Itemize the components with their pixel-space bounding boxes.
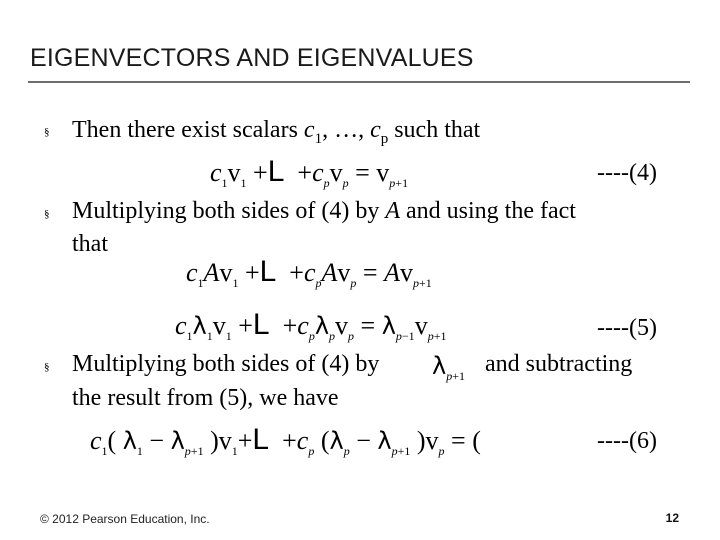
bullet-marker: § — [44, 361, 50, 373]
equation-4: $c_1v_1 +L +c_pv_p = v_{p+1}$ — [210, 155, 409, 190]
equation-5-label: ----(5) — [597, 315, 657, 341]
bullet-3-text-end: and subtracting — [485, 351, 633, 377]
title-divider — [28, 81, 690, 83]
lambda-p1-inline: $\lambda_{p+1}$ — [432, 352, 465, 383]
equation-6-label: ----(6) — [597, 428, 657, 454]
equation-av: $c_1Av_1 +L +c_pAv_p = Av_{p+1}$ — [186, 255, 432, 290]
bullet-3-text-line2: the result from (5), we have — [72, 385, 339, 411]
equation-6: $c_1$( $\lambda_1 - \lambda_{p+1}$ )$v_1+L +c_p$ ($\lambda_p - \lambda_{p+1}$ )$v_p$ = ( — [90, 423, 481, 458]
slide-title: EIGENVECTORS AND EIGENVALUES — [30, 44, 474, 72]
bullet-2-text: Multiplying both sides of (4) by A and using the fact — [72, 198, 576, 224]
bullet-marker: § — [44, 126, 50, 138]
bullet-marker: § — [44, 208, 50, 220]
page-number: 12 — [665, 511, 679, 525]
copyright-footer: © 2012 Pearson Education, Inc. — [40, 512, 210, 526]
bullet-1-text: Then there exist scalars $c_1$, …, $c_p$ such that — [72, 117, 481, 147]
equation-5: $c_1\lambda_1v_1 +L +c_p\lambda_pv_p = \lambda_{p-1}v_{p+1}$ — [175, 308, 447, 343]
bullet-3-text: Multiplying both sides of (4) by — [72, 351, 380, 377]
bullet-2-text-line2: that — [72, 231, 108, 257]
equation-4-label: ----(4) — [597, 160, 657, 186]
